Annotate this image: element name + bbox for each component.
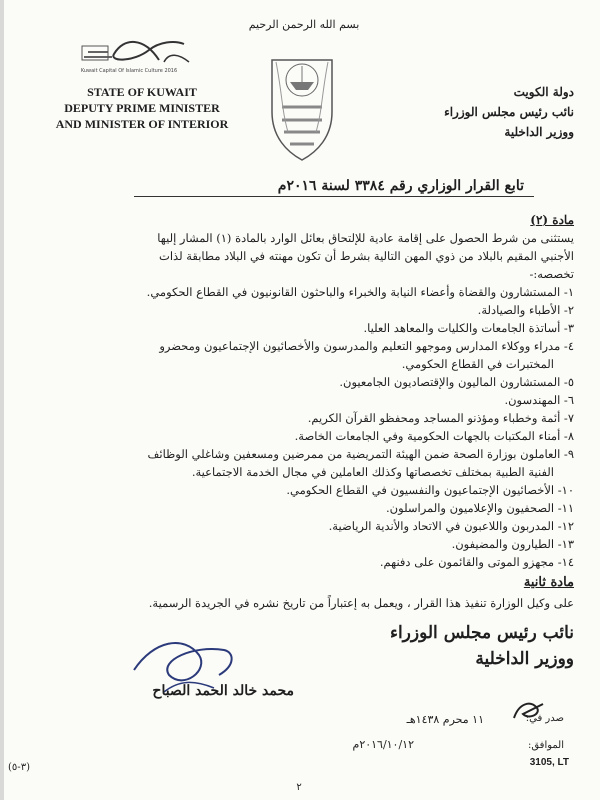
- list-item: ١٣- الطيارون والمضيفون.: [451, 537, 574, 551]
- agreed-label: الموافق:: [527, 740, 564, 751]
- list-item: المختبرات في القطاع الحكومي.: [401, 357, 554, 371]
- basmala: بسم الله الرحمن الرحيم: [248, 18, 360, 31]
- list-item: ١- المستشارون والقضاة وأعضاء النيابة والخبراء والباحثون القانونيون في القطاع الحكومي.: [146, 285, 574, 299]
- document-page: [4, 0, 600, 800]
- list-item: ١١- الصحفيون والإعلاميون والمراسلون.: [386, 501, 574, 515]
- header-ar-line-1: دولة الكويت: [513, 85, 574, 99]
- header-en-line-1: STATE OF KUWAIT: [87, 85, 197, 99]
- corner-mark: (٣-٥): [8, 762, 30, 773]
- header-english: [42, 84, 242, 132]
- list-item: ١٢- المدربون واللاعبون في الاتحاد والأندية الرياضية.: [328, 519, 574, 533]
- signatory-name: محمد خالد الحمد الصباح: [152, 683, 294, 699]
- signature-block: [274, 620, 574, 672]
- header-en-line-3: AND MINISTER OF INTERIOR: [55, 117, 229, 131]
- header-ar-line-3: ووزير الداخلية: [504, 125, 574, 139]
- header-ar-line-2: نائب رئيس مجلس الوزراء: [444, 105, 574, 119]
- article-three-heading: مادة ثانية: [523, 575, 574, 590]
- title-underline: [134, 196, 534, 198]
- list-item: ٩- العاملون بوزارة الصحة ضمن الهيئة التمريضية من ممرضين ومسعفين وشاغلي الوظائف: [147, 447, 574, 461]
- header-arabic: [424, 82, 574, 142]
- list-item: ٣- أساتذة الجامعات والكليات والمعاهد العليا.: [363, 321, 574, 335]
- header-en-line-2: DEPUTY PRIME MINISTER: [64, 101, 220, 115]
- kuwait-emblem-icon: [262, 52, 342, 164]
- article-two-intro-3: تخصصه:-: [529, 267, 574, 281]
- list-item: ٢- الأطباء والصيادلة.: [477, 303, 574, 317]
- article-two-intro-1: يستثنى من شرط الحصول على إقامة عادية للإلتحاق بعائل الوارد بالمادة (١) المشار إليها: [157, 231, 574, 245]
- list-item: ٨- أمناء المكتبات بالجهات الحكومية وفي الجامعات الخاصة.: [294, 429, 574, 443]
- issued-label: صدر في:: [525, 713, 564, 724]
- gregorian-date: ٢٠١٦/١٠/١٢م: [352, 738, 414, 751]
- list-item: ٧- أئمة وخطباء ومؤذنو المساجد ومحفظو القرآن الكريم.: [307, 411, 574, 425]
- signature-title-1: نائب رئيس مجلس الوزراء: [389, 623, 574, 643]
- logo-caption: Kuwait Capital Of Islamic Culture 2016: [80, 68, 178, 74]
- list-item: ١٤- مجهزو الموتى والقائمون على دفنهم.: [379, 555, 574, 569]
- article-three-text: على وكيل الوزارة تنفيذ هذا القرار ، ويعمل به إعتباراً من تاريخ نشره في الجريدة الرسمية.: [148, 596, 574, 610]
- kuwait-culture-logo-icon: [64, 32, 194, 67]
- signature-title-2: ووزير الداخلية: [475, 649, 574, 669]
- list-item: ٦- المهندسون.: [504, 393, 574, 407]
- decree-title: تابع القرار الوزاري رقم ٣٣٨٤ لسنة ٢٠١٦م: [277, 178, 524, 194]
- article-two-intro-2: الأجنبي المقيم بالبلاد من ذوي المهن التالية بشرط أن تكون مهنته في البلاد مطابقة لذات: [159, 249, 574, 263]
- article-two-heading: مادة (٢): [530, 213, 574, 227]
- page-number: ٢: [296, 782, 302, 793]
- hijri-date: ١١ محرم ١٤٣٨هـ: [406, 713, 484, 726]
- reference-code: 3105, LT: [529, 757, 569, 768]
- list-item: ١٠- الأخصائيون الإجتماعيون والنفسيون في القطاع الحكومي.: [286, 483, 574, 497]
- list-item: الفنية الطبية بمختلف تخصصاتها وكذلك العاملين في مجال الخدمة الاجتماعية.: [191, 465, 554, 479]
- list-item: ٥- المستشارون الماليون والإقتصاديون الجامعيون.: [339, 375, 574, 389]
- list-item: ٤- مدراء ووكلاء المدارس وموجهو التعليم والمدرسون والأخصائيون الإجتماعيون ومحضرو: [159, 339, 574, 353]
